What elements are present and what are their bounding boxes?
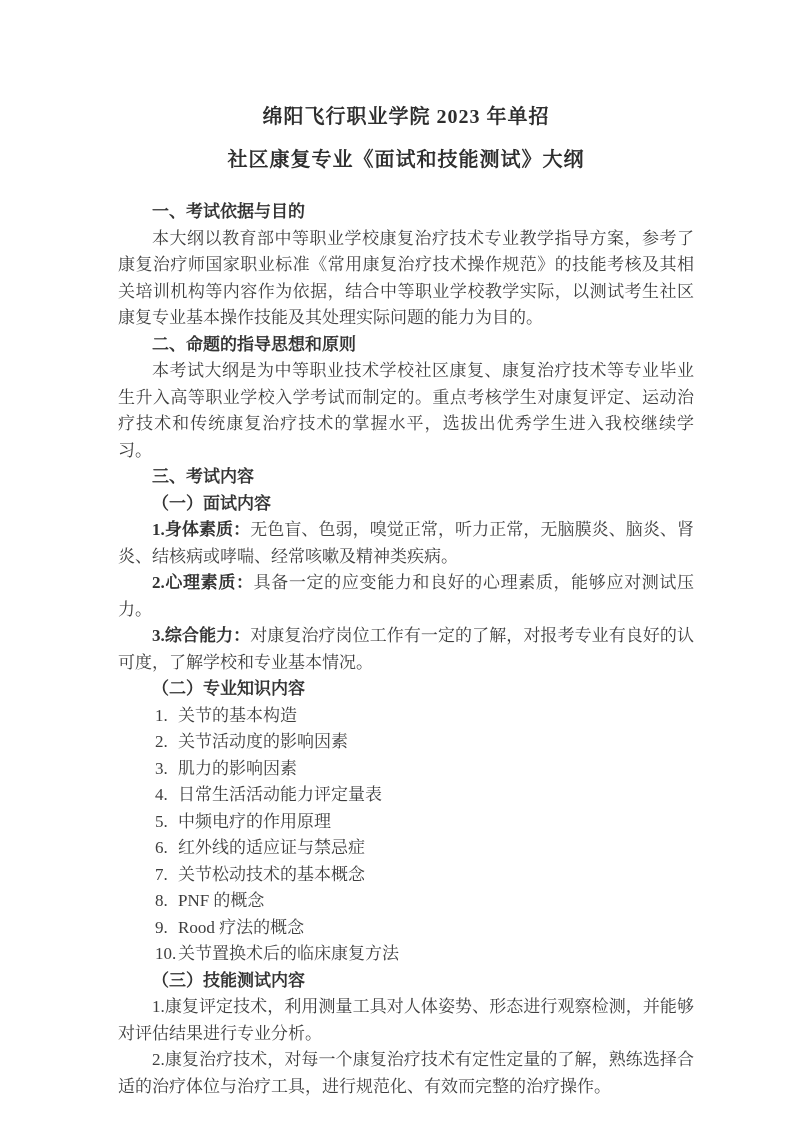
document-title: [118, 96, 694, 182]
knowledge-list-item: [118, 809, 694, 836]
list-item-text: 中频电疗的作用原理: [178, 811, 331, 831]
list-item-text: Rood 疗法的概念: [178, 917, 305, 937]
section-3-heading: 三、考试内容: [152, 467, 254, 486]
knowledge-list-item: [118, 835, 694, 862]
interview-item-psychological-label: 2.心理素质：: [152, 573, 254, 592]
list-item-number: 4.: [155, 785, 168, 804]
list-item-text: 关节活动度的影响因素: [178, 732, 348, 751]
knowledge-list-item: [118, 941, 694, 968]
section-2-heading: 二、命题的指导思想和原则: [152, 334, 356, 354]
list-item-text: 关节松动技术的基本概念: [178, 864, 365, 884]
doc-title-line-2: 社区康复专业《面试和技能测试》大纲: [227, 149, 585, 171]
doc-title-line-1: 绵阳飞行职业学院 2023 年单招: [262, 106, 550, 128]
knowledge-list-item: [118, 729, 694, 756]
list-item-number: 6.: [155, 838, 168, 857]
interview-item-physical-text: 无色盲、色弱，嗅觉正常，听力正常，无脑膜炎、脑炎、肾炎、结核病或哮喘、经常咳嗽及精神类疾病。: [118, 520, 695, 566]
interview-item-psychological-text: 具备一定的应变能力和良好的心理素质，能够应对测试压力。: [118, 573, 695, 619]
list-item-number: 5.: [155, 811, 168, 831]
skill-subsection-heading: （三）技能测试内容: [152, 970, 305, 990]
interview-item-comprehensive: [118, 623, 694, 676]
list-item-text: 红外线的适应证与禁忌症: [178, 838, 365, 857]
list-item-text: 关节的基本构造: [178, 705, 297, 725]
section-2-paragraph: 本考试大纲是为中等职业技术学校社区康复、康复治疗技术等专业毕业生升入高等职业学校入学考试而制定的。重点考核学生对康复评定、运动治疗技术和传统康复治疗技术的掌握水平，选拔出优秀学生进入我校继续学习。: [118, 361, 694, 460]
section-1-paragraph: 本大纲以教育部中等职业学校康复治疗技术专业教学指导方案，参考了康复治疗师国家职业标准《常用康复治疗技术操作规范》的技能考核及其相关培训机构等内容作为依据，结合中等职业学校教学实际，以测试考生社区康复专业基本操作技能及其处理实际问题的能力为目的。: [118, 228, 694, 327]
interview-item-physical-label: 1.身体素质：: [152, 520, 251, 539]
knowledge-list-item: [118, 862, 694, 889]
knowledge-list-item: [118, 888, 694, 915]
list-item-text: 关节置换术后的临床康复方法: [178, 944, 399, 963]
skill-item-assessment: 1.康复评定技术，利用测量工具对人体姿势、形态进行观察检测，并能够对评估结果进行专业分析。: [118, 997, 694, 1043]
list-item-number: 7.: [155, 864, 168, 884]
section-1-heading: 一、考试依据与目的: [152, 202, 305, 221]
knowledge-subsection-heading: （二）专业知识内容: [152, 679, 305, 698]
list-item-text: 肌力的影响因素: [178, 758, 297, 778]
knowledge-list-item: [118, 703, 694, 730]
list-item-number: 10.: [155, 944, 177, 963]
knowledge-list-item: [118, 915, 694, 942]
interview-item-psychological: [118, 570, 694, 623]
list-item-number: 3.: [155, 758, 168, 778]
interview-item-physical: [118, 517, 694, 570]
interview-item-comprehensive-label: 3.综合能力：: [152, 626, 251, 645]
list-item-number: 8.: [155, 891, 168, 910]
list-item-text: 日常生活活动能力评定量表: [178, 785, 382, 804]
knowledge-list-item: [118, 756, 694, 783]
interview-item-comprehensive-text: 对康复治疗岗位工作有一定的了解，对报考专业有良好的认可度，了解学校和专业基本情况。: [118, 626, 695, 672]
list-item-number: 2.: [155, 732, 168, 751]
list-item-number: 1.: [155, 705, 168, 725]
list-item-text: PNF 的概念: [178, 891, 265, 910]
list-item-number: 9.: [155, 917, 168, 937]
knowledge-list-item: [118, 782, 694, 809]
skill-item-treatment: 2.康复治疗技术，对每一个康复治疗技术有定性定量的了解，熟练选择合适的治疗体位与治疗工具，进行规范化、有效而完整的治疗操作。: [118, 1050, 694, 1096]
interview-subsection-heading: （一）面试内容: [152, 493, 271, 513]
